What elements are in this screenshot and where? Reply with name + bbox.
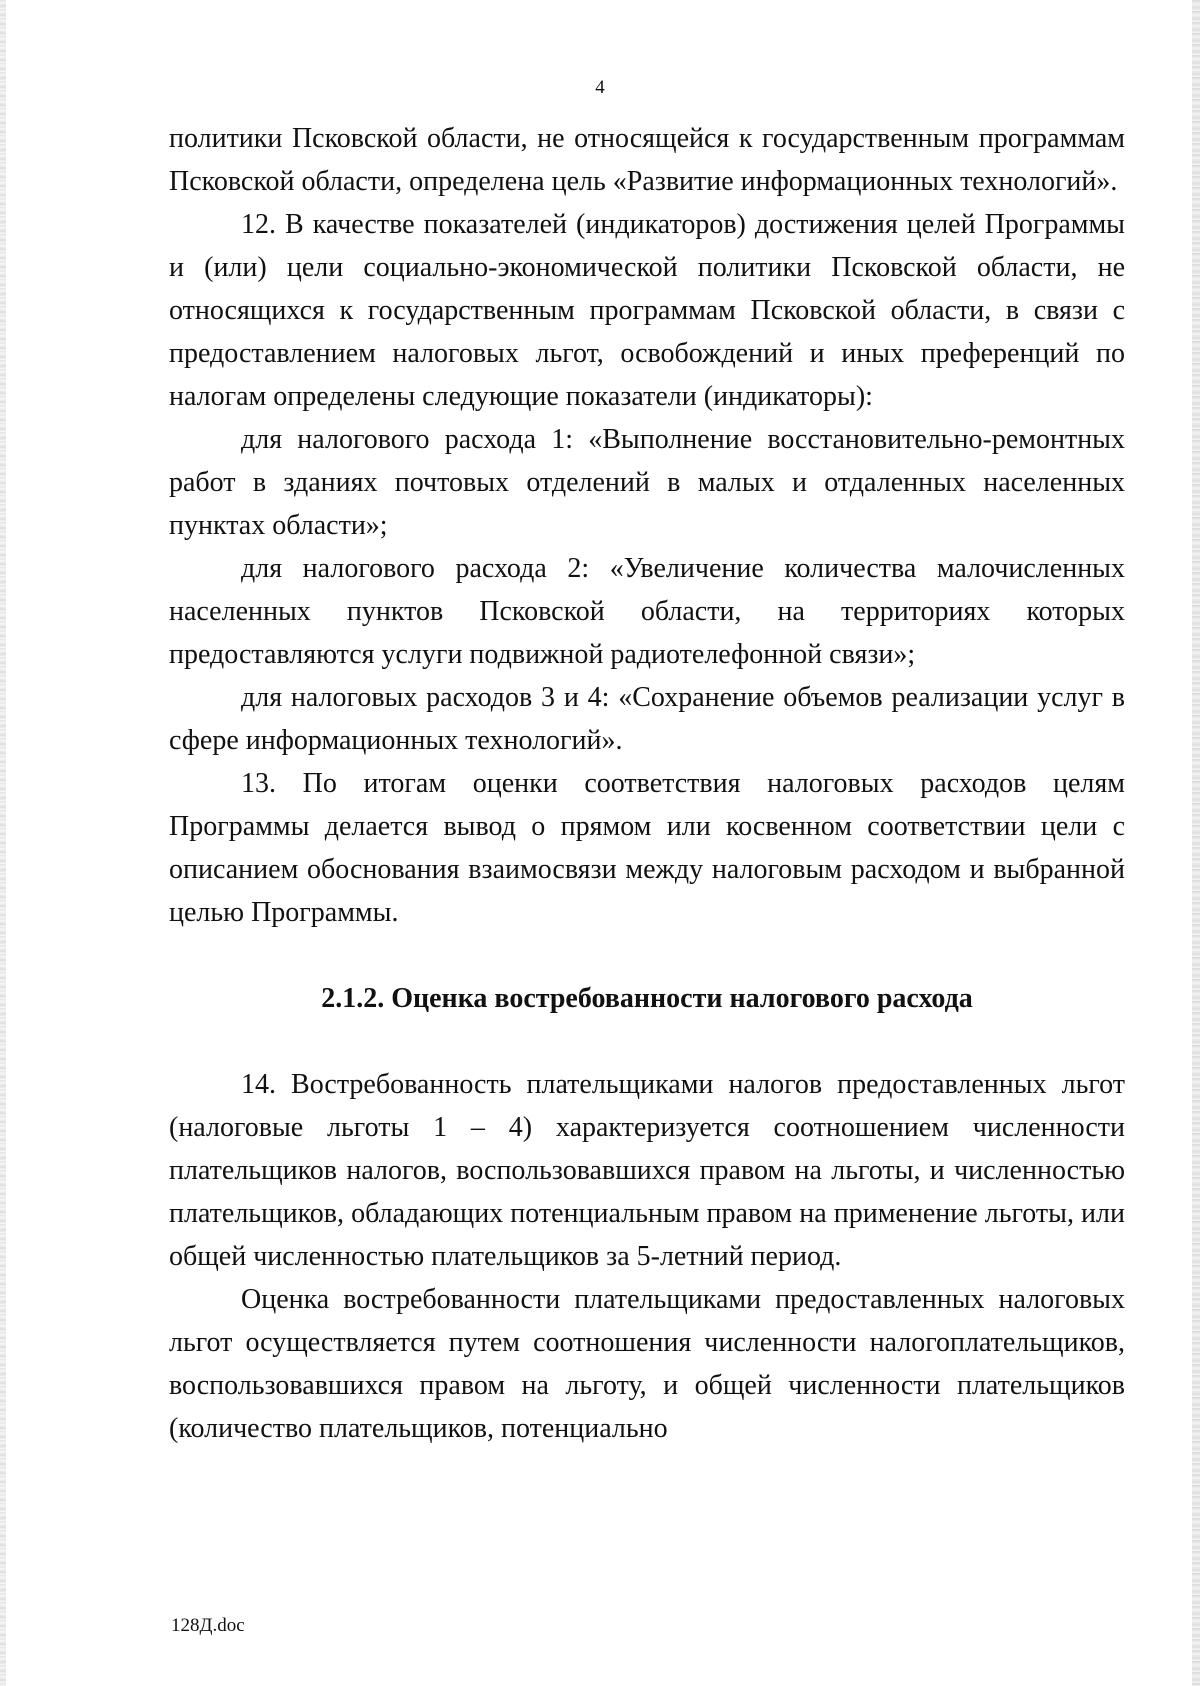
paragraph-13: 13. По итогам оценки соответствия налоговых расходов целям Программы делается вывод о прямом или косвенном соответствии цели с описанием обоснования взаимосвязи между налоговым расходом и выбранной целью Программы. <box>169 768 1125 928</box>
page-number: 4 <box>595 77 605 98</box>
paragraph-indicator-2: для налогового расхода 2: «Увеличение количества малочисленных населенных пунктов Псковской области, на территориях которых предоставляются услуги подвижной радиотелефонной связи»; <box>169 553 1125 670</box>
document-body <box>169 117 1125 1450</box>
scan-edge-right <box>1192 0 1200 1686</box>
paragraph-indicator-1: для налогового расхода 1: «Выполнение восстановительно-ремонтных работ в зданиях почтовых отделений в малых и отдаленных населенных пунктах области»; <box>169 424 1125 541</box>
paragraph-12: 12. В качестве показателей (индикаторов) достижения целей Программы и (или) цели социально-экономической политики Псковской области, не относящихся к государственным программам Псковской области, в связи с предоставлением налоговых льгот, освобождений и иных преференций по налогам определены следующие показатели (индикаторы): <box>169 209 1125 412</box>
paragraph-indicator-3-4: для налоговых расходов 3 и 4: «Сохранение объемов реализации услуг в сфере информационных технологий». <box>169 682 1125 756</box>
paragraph-assessment: Оценка востребованности плательщиками предоставленных налоговых льгот осуществляется путем соотношения численности налогоплательщиков, воспользовавшихся правом на льготу, и общей численности плательщиков (количество плательщиков, потенциально <box>169 1284 1125 1444</box>
scan-edge-left <box>0 0 6 1686</box>
paragraph-14: 14. Востребованность плательщиками налогов предоставленных льгот (налоговые льготы 1 – 4) характеризуется соотношением численности плательщиков налогов, воспользовавшихся правом на льготы, и численностью плательщиков, обладающих потенциальным правом на применение льготы, или общей численностью плательщиков за 5-летний период. <box>169 1069 1125 1272</box>
file-name-footer: 128Д.doc <box>171 1615 245 1636</box>
section-heading: 2.1.2. Оценка востребованности налогового расхода <box>321 983 973 1014</box>
paragraph-continuation: политики Псковской области, не относящейся к государственным программам Псковской области, определена цель «Развитие информационных технологий». <box>169 123 1125 197</box>
